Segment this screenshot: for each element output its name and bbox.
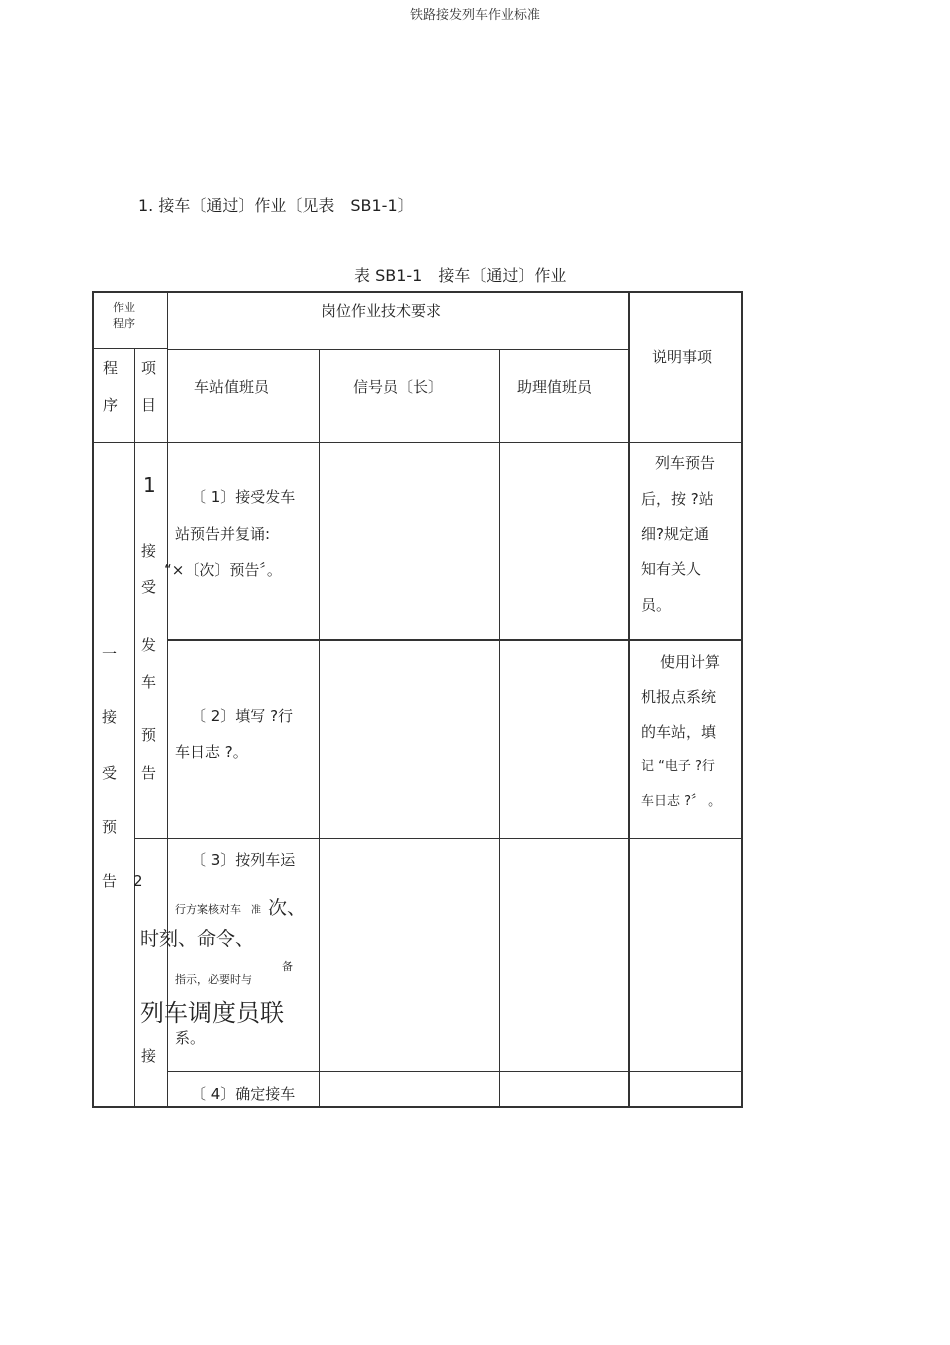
step3-line-2b: 准	[251, 905, 261, 916]
item1-char-6: 告	[141, 764, 157, 782]
role-assistant: 助理值班员	[517, 378, 593, 396]
step3-line-4a: 指示，必要时与	[175, 973, 252, 986]
step3-line-6: 系。	[175, 1029, 206, 1047]
step2-note-4: 记 “电子 ?行	[641, 759, 715, 774]
item1-char-4: 车	[141, 673, 157, 691]
col-requirements-header: 岗位作业技术要求	[321, 302, 442, 320]
step3-line-1: 〔 3〕按列车运	[191, 851, 296, 869]
step1-note-3: 细?规定通	[641, 525, 709, 543]
step3-line-5: 列车调度员联	[140, 999, 284, 1027]
col-program-label-1: 作业	[113, 301, 135, 314]
step1-note-5: 员。	[641, 596, 672, 614]
step1-note-4: 知有关人	[641, 560, 702, 578]
step2-note-1: 使用计算	[660, 653, 721, 671]
role-station-master: 车站值班员	[194, 378, 270, 396]
step2-note-3: 的车站，填	[641, 723, 717, 741]
section-title: 1. 接车〔通过〕作业〔见表 SB1-1〕	[138, 196, 414, 215]
step4-line-1: 〔 4〕确定接车	[191, 1085, 296, 1103]
item1-char-1: 接	[141, 542, 157, 560]
table-caption: 表 SB1-1 接车〔通过〕作业	[354, 266, 567, 285]
page-header: 铁路接发列车作业标准	[409, 8, 540, 23]
sub-chengxu-2: 序	[103, 396, 119, 414]
item1-char-5: 预	[141, 726, 157, 744]
step2-note-5: 车日志 ?〞 。	[641, 794, 722, 809]
step2-line-2: 车日志 ?。	[175, 743, 248, 761]
program-number: 一	[102, 645, 118, 663]
step3-line-2c: 次、	[268, 897, 307, 919]
step1-line-1: 〔 1〕接受发车	[191, 488, 296, 506]
step3-line-2a: 行方案核对车	[175, 903, 241, 916]
item1-char-2: 受	[141, 578, 157, 596]
step3-line-4b: 备	[282, 960, 293, 973]
step3-line-3: 时刻、命令、	[140, 928, 255, 950]
sub-xiangmu-1: 项	[141, 359, 157, 377]
sub-xiangmu-2: 目	[141, 396, 157, 414]
item2-char-last: 接	[141, 1047, 157, 1065]
program-char-4: 告	[102, 872, 118, 890]
sub-chengxu-1: 程	[103, 359, 119, 377]
program-char-3: 预	[102, 818, 118, 836]
col-program-label-2: 程序	[113, 317, 135, 330]
program-char-2: 受	[102, 764, 118, 782]
step1-note-1: 列车预告	[655, 454, 716, 472]
item1-number: 1	[143, 473, 156, 497]
item1-char-3: 发	[141, 636, 157, 654]
program-char-1: 接	[102, 708, 118, 726]
step1-line-2: 站预告并复诵:	[175, 525, 271, 543]
role-signalman: 信号员〔长〕	[353, 378, 444, 396]
step1-note-2: 后，按 ?站	[641, 490, 714, 508]
step1-line-3: “×〔次〕预告〞。	[164, 561, 282, 579]
col-notes-header: 说明事项	[652, 348, 713, 366]
step2-line-1: 〔 2〕填写 ?行	[191, 707, 294, 725]
step2-note-2: 机报点系统	[641, 688, 717, 706]
item2-number: 2	[133, 872, 143, 890]
